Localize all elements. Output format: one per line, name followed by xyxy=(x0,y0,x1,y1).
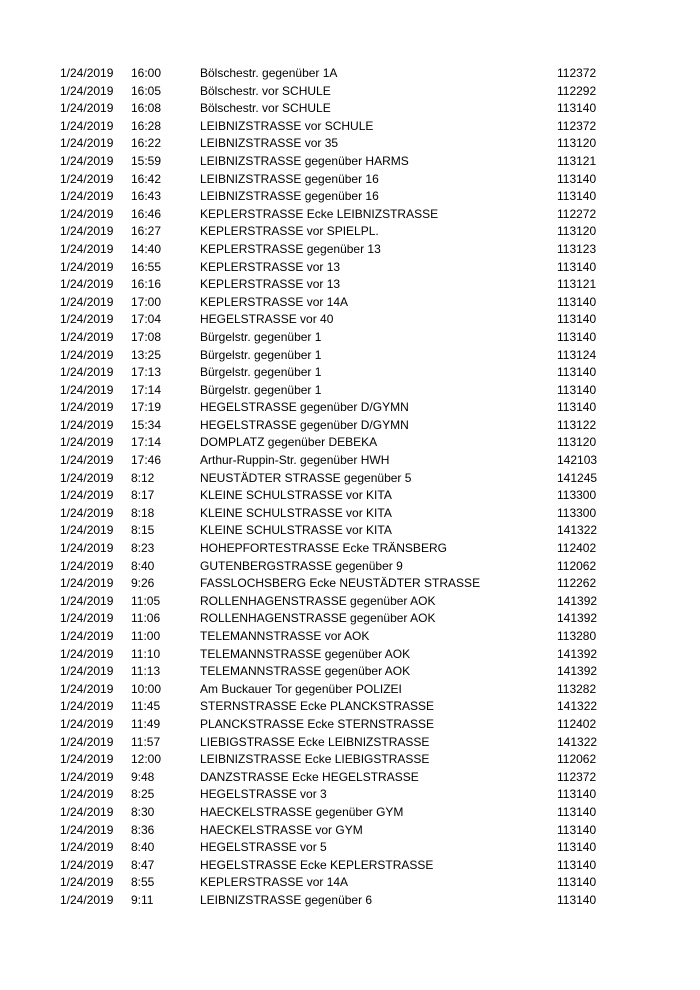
date-cell: 1/24/2019 xyxy=(60,593,114,608)
date-cell: 1/24/2019 xyxy=(60,822,114,837)
code-cell: 113140 xyxy=(557,787,597,802)
location-cell: Bürgelstr. gegenüber 1 xyxy=(200,382,322,397)
code-cell: 141322 xyxy=(557,734,598,749)
location-cell: HEGELSTRASSE vor 3 xyxy=(200,787,327,802)
table-row xyxy=(60,558,620,576)
code-cell: 113123 xyxy=(557,241,597,256)
code-cell: 113140 xyxy=(557,857,597,872)
time-cell: 9:11 xyxy=(131,892,154,907)
code-cell: 113140 xyxy=(557,312,597,327)
location-cell: FASSLOCHSBERG Ecke NEUSTÄDTER STRASSE xyxy=(200,576,481,591)
date-cell: 1/24/2019 xyxy=(60,857,114,872)
location-cell: LIEBIGSTRASSE Ecke LEIBNIZSTRASSE xyxy=(200,734,430,749)
time-cell: 15:34 xyxy=(131,417,162,432)
location-cell: Arthur-Ruppin-Str. gegenüber HWH xyxy=(200,453,390,468)
time-cell: 8:15 xyxy=(131,523,155,538)
date-cell: 1/24/2019 xyxy=(60,664,114,679)
time-cell: 16:27 xyxy=(131,224,162,239)
time-cell: 8:36 xyxy=(131,822,155,837)
time-cell: 11:45 xyxy=(131,699,161,714)
location-cell: Bürgelstr. gegenüber 1 xyxy=(200,365,322,380)
location-cell: KEPLERSTRASSE vor 13 xyxy=(200,277,341,292)
date-cell: 1/24/2019 xyxy=(60,259,114,274)
location-cell: KEPLERSTRASSE vor 14A xyxy=(200,294,349,309)
time-cell: 16:46 xyxy=(131,206,162,221)
location-cell: LEIBNIZSTRASSE gegenüber 6 xyxy=(200,892,373,907)
code-cell: 113140 xyxy=(557,329,597,344)
table-row xyxy=(60,294,620,312)
code-cell: 112062 xyxy=(557,558,597,573)
table-row xyxy=(60,522,620,540)
table-row xyxy=(60,786,620,804)
table-row xyxy=(60,804,620,822)
table-row xyxy=(60,417,620,435)
time-cell: 8:40 xyxy=(131,840,155,855)
code-cell: 113140 xyxy=(557,294,597,309)
table-row xyxy=(60,452,620,470)
date-cell: 1/24/2019 xyxy=(60,347,114,362)
date-cell: 1/24/2019 xyxy=(60,752,114,767)
location-cell: LEIBNIZSTRASSE vor 35 xyxy=(200,136,339,151)
time-cell: 11:00 xyxy=(131,629,161,643)
records-table xyxy=(60,65,620,910)
time-cell: 17:46 xyxy=(131,453,162,468)
table-row xyxy=(60,892,620,910)
location-cell: LEIBNIZSTRASSE gegenüber 16 xyxy=(200,171,379,186)
date-cell: 1/24/2019 xyxy=(60,171,114,186)
code-cell: 113300 xyxy=(557,505,597,520)
time-cell: 8:30 xyxy=(131,804,155,819)
date-cell: 1/24/2019 xyxy=(60,66,114,80)
code-cell: 113140 xyxy=(557,875,597,890)
time-cell: 8:23 xyxy=(131,541,155,556)
table-row xyxy=(60,382,620,400)
location-cell: KEPLERSTRASSE vor 14A xyxy=(200,875,349,890)
time-cell: 16:28 xyxy=(131,118,162,133)
date-cell: 1/24/2019 xyxy=(60,277,114,292)
date-cell: 1/24/2019 xyxy=(60,576,114,591)
code-cell: 113140 xyxy=(557,259,597,274)
code-cell: 113140 xyxy=(557,382,597,397)
table-row xyxy=(60,628,620,646)
date-cell: 1/24/2019 xyxy=(60,382,114,397)
location-cell: KLEINE SCHULSTRASSE vor KITA xyxy=(200,488,392,503)
time-cell: 16:16 xyxy=(131,277,162,292)
code-cell: 112292 xyxy=(557,83,597,98)
time-cell: 8:25 xyxy=(131,787,155,802)
code-cell: 113140 xyxy=(557,189,597,204)
table-row xyxy=(60,487,620,505)
time-cell: 17:13 xyxy=(131,365,162,380)
table-row xyxy=(60,223,620,241)
time-cell: 8:55 xyxy=(131,875,155,890)
location-cell: DANZSTRASSE Ecke HEGELSTRASSE xyxy=(200,769,419,784)
location-cell: HEGELSTRASSE vor 5 xyxy=(200,840,327,855)
time-cell: 14:40 xyxy=(131,241,162,256)
location-cell: Bölschestr. vor SCHULE xyxy=(200,83,331,98)
date-cell: 1/24/2019 xyxy=(60,523,114,538)
date-cell: 1/24/2019 xyxy=(60,101,114,116)
location-cell: Bürgelstr. gegenüber 1 xyxy=(200,329,322,344)
date-cell: 1/24/2019 xyxy=(60,488,114,503)
code-cell: 112402 xyxy=(557,716,597,731)
time-cell: 8:12 xyxy=(131,470,155,485)
code-cell: 113140 xyxy=(557,804,597,819)
code-cell: 113140 xyxy=(557,365,597,380)
date-cell: 1/24/2019 xyxy=(60,417,114,432)
code-cell: 112262 xyxy=(557,576,597,591)
code-cell: 112272 xyxy=(557,206,597,221)
date-cell: 1/24/2019 xyxy=(60,787,114,802)
table-row xyxy=(60,769,620,787)
location-cell: KEPLERSTRASSE gegenüber 13 xyxy=(200,241,381,256)
time-cell: 12:00 xyxy=(131,752,162,767)
code-cell: 141392 xyxy=(557,611,598,626)
time-cell: 16:08 xyxy=(131,101,162,116)
location-cell: ROLLENHAGENSTRASSE gegenüber AOK xyxy=(200,611,436,626)
time-cell: 11:05 xyxy=(131,593,161,608)
code-cell: 141392 xyxy=(557,593,598,608)
code-cell: 113140 xyxy=(557,171,597,186)
time-cell: 17:19 xyxy=(131,400,162,415)
table-row xyxy=(60,135,620,153)
location-cell: Bölschestr. gegenüber 1A xyxy=(200,66,338,80)
time-cell: 17:04 xyxy=(131,312,162,327)
date-cell: 1/24/2019 xyxy=(60,505,114,520)
table-row xyxy=(60,822,620,840)
date-cell: 1/24/2019 xyxy=(60,646,114,661)
date-cell: 1/24/2019 xyxy=(60,400,114,415)
location-cell: HEGELSTRASSE Ecke KEPLERSTRASSE xyxy=(200,857,434,872)
table-row xyxy=(60,839,620,857)
date-cell: 1/24/2019 xyxy=(60,224,114,239)
location-cell: KEPLERSTRASSE vor 13 xyxy=(200,259,341,274)
table-row xyxy=(60,188,620,206)
location-cell: TELEMANNSTRASSE vor AOK xyxy=(200,629,370,643)
time-cell: 16:42 xyxy=(131,171,162,186)
location-cell: NEUSTÄDTER STRASSE gegenüber 5 xyxy=(200,470,412,485)
code-cell: 113121 xyxy=(557,277,597,292)
location-cell: Am Buckauer Tor gegenüber POLIZEI xyxy=(200,681,402,696)
time-cell: 8:18 xyxy=(131,505,155,520)
code-cell: 113122 xyxy=(557,417,597,432)
time-cell: 16:00 xyxy=(131,66,162,80)
table-row xyxy=(60,698,620,716)
time-cell: 17:08 xyxy=(131,329,162,344)
table-row xyxy=(60,716,620,734)
code-cell: 141392 xyxy=(557,646,598,661)
code-cell: 112062 xyxy=(557,752,597,767)
time-cell: 8:47 xyxy=(131,857,155,872)
code-cell: 113300 xyxy=(557,488,597,503)
code-cell: 113140 xyxy=(557,822,597,837)
time-cell: 11:49 xyxy=(131,716,161,731)
code-cell: 113120 xyxy=(557,435,597,450)
date-cell: 1/24/2019 xyxy=(60,136,114,151)
table-row xyxy=(60,751,620,769)
time-cell: 17:14 xyxy=(131,435,162,450)
date-cell: 1/24/2019 xyxy=(60,189,114,204)
time-cell: 10:00 xyxy=(131,681,162,696)
table-row xyxy=(60,470,620,488)
date-cell: 1/24/2019 xyxy=(60,629,114,643)
time-cell: 16:22 xyxy=(131,136,162,151)
table-row xyxy=(60,646,620,664)
time-cell: 11:13 xyxy=(131,664,161,679)
table-row xyxy=(60,434,620,452)
code-cell: 141322 xyxy=(557,523,598,538)
location-cell: HAECKELSTRASSE gegenüber GYM xyxy=(200,804,404,819)
time-cell: 15:59 xyxy=(131,153,162,168)
table-row xyxy=(60,505,620,523)
location-cell: LEIBNIZSTRASSE gegenüber 16 xyxy=(200,189,379,204)
table-row xyxy=(60,276,620,294)
table-row xyxy=(60,364,620,382)
code-cell: 113140 xyxy=(557,840,597,855)
code-cell: 142103 xyxy=(557,453,598,468)
location-cell: HOHEPFORTESTRASSE Ecke TRÄNSBERG xyxy=(200,541,447,556)
time-cell: 11:10 xyxy=(131,646,161,661)
date-cell: 1/24/2019 xyxy=(60,312,114,327)
location-cell: GUTENBERGSTRASSE gegenüber 9 xyxy=(200,558,403,573)
table-row xyxy=(60,874,620,892)
location-cell: HAECKELSTRASSE vor GYM xyxy=(200,822,363,837)
table-row xyxy=(60,347,620,365)
date-cell: 1/24/2019 xyxy=(60,699,114,714)
code-cell: 113140 xyxy=(557,101,597,116)
table-row xyxy=(60,593,620,611)
location-cell: KEPLERSTRASSE vor SPIELPL. xyxy=(200,224,379,239)
date-cell: 1/24/2019 xyxy=(60,329,114,344)
date-cell: 1/24/2019 xyxy=(60,294,114,309)
table-row xyxy=(60,153,620,171)
date-cell: 1/24/2019 xyxy=(60,453,114,468)
location-cell: KLEINE SCHULSTRASSE vor KITA xyxy=(200,505,392,520)
table-row xyxy=(60,206,620,224)
table-row xyxy=(60,171,620,189)
time-cell: 13:25 xyxy=(131,347,162,362)
code-cell: 112372 xyxy=(557,118,597,133)
time-cell: 8:40 xyxy=(131,558,155,573)
time-cell: 17:00 xyxy=(131,294,162,309)
date-cell: 1/24/2019 xyxy=(60,892,114,907)
code-cell: 113140 xyxy=(557,892,597,907)
date-cell: 1/24/2019 xyxy=(60,206,114,221)
table-row xyxy=(60,575,620,593)
location-cell: HEGELSTRASSE vor 40 xyxy=(200,312,334,327)
code-cell: 113121 xyxy=(557,153,597,168)
code-cell: 113140 xyxy=(557,400,597,415)
table-row xyxy=(60,734,620,752)
date-cell: 1/24/2019 xyxy=(60,241,114,256)
date-cell: 1/24/2019 xyxy=(60,681,114,696)
date-cell: 1/24/2019 xyxy=(60,611,114,626)
location-cell: LEIBNIZSTRASSE Ecke LIEBIGSTRASSE xyxy=(200,752,430,767)
code-cell: 113282 xyxy=(557,681,597,696)
code-cell: 141245 xyxy=(557,470,598,485)
location-cell: Bölschestr. vor SCHULE xyxy=(200,101,331,116)
location-cell: STERNSTRASSE Ecke PLANCKSTRASSE xyxy=(200,699,435,714)
table-row xyxy=(60,610,620,628)
location-cell: TELEMANNSTRASSE gegenüber AOK xyxy=(200,664,411,679)
date-cell: 1/24/2019 xyxy=(60,83,114,98)
date-cell: 1/24/2019 xyxy=(60,769,114,784)
code-cell: 113280 xyxy=(557,629,597,643)
code-cell: 112372 xyxy=(557,66,597,80)
records-table-body xyxy=(60,65,620,910)
table-row xyxy=(60,399,620,417)
table-row xyxy=(60,241,620,259)
code-cell: 113120 xyxy=(557,136,597,151)
location-cell: TELEMANNSTRASSE gegenüber AOK xyxy=(200,646,411,661)
location-cell: DOMPLATZ gegenüber DEBEKA xyxy=(200,435,378,450)
time-cell: 16:43 xyxy=(131,189,162,204)
code-cell: 113120 xyxy=(557,224,597,239)
date-cell: 1/24/2019 xyxy=(60,840,114,855)
code-cell: 112372 xyxy=(557,769,597,784)
location-cell: HEGELSTRASSE gegenüber D/GYMN xyxy=(200,400,409,415)
table-row xyxy=(60,100,620,118)
location-cell: HEGELSTRASSE gegenüber D/GYMN xyxy=(200,417,409,432)
date-cell: 1/24/2019 xyxy=(60,365,114,380)
location-cell: Bürgelstr. gegenüber 1 xyxy=(200,347,322,362)
time-cell: 9:48 xyxy=(131,769,155,784)
location-cell: KLEINE SCHULSTRASSE vor KITA xyxy=(200,523,392,538)
date-cell: 1/24/2019 xyxy=(60,875,114,890)
date-cell: 1/24/2019 xyxy=(60,153,114,168)
code-cell: 141322 xyxy=(557,699,598,714)
table-row xyxy=(60,65,620,83)
table-row xyxy=(60,259,620,277)
date-cell: 1/24/2019 xyxy=(60,804,114,819)
code-cell: 113124 xyxy=(557,347,597,362)
location-cell: LEIBNIZSTRASSE gegenüber HARMS xyxy=(200,153,409,168)
table-row xyxy=(60,540,620,558)
date-cell: 1/24/2019 xyxy=(60,716,114,731)
table-row xyxy=(60,311,620,329)
time-cell: 8:17 xyxy=(131,488,155,503)
date-cell: 1/24/2019 xyxy=(60,470,114,485)
location-cell: PLANCKSTRASSE Ecke STERNSTRASSE xyxy=(200,716,435,731)
table-row xyxy=(60,118,620,136)
code-cell: 141392 xyxy=(557,664,598,679)
location-cell: LEIBNIZSTRASSE vor SCHULE xyxy=(200,118,374,133)
time-cell: 9:26 xyxy=(131,576,155,591)
date-cell: 1/24/2019 xyxy=(60,118,114,133)
time-cell: 16:05 xyxy=(131,83,162,98)
table-row xyxy=(60,83,620,101)
location-cell: KEPLERSTRASSE Ecke LEIBNIZSTRASSE xyxy=(200,206,439,221)
time-cell: 11:57 xyxy=(131,734,161,749)
table-row xyxy=(60,663,620,681)
time-cell: 17:14 xyxy=(131,382,162,397)
date-cell: 1/24/2019 xyxy=(60,541,114,556)
time-cell: 16:55 xyxy=(131,259,162,274)
table-row xyxy=(60,681,620,699)
time-cell: 11:06 xyxy=(131,611,161,626)
table-row xyxy=(60,857,620,875)
date-cell: 1/24/2019 xyxy=(60,558,114,573)
location-cell: ROLLENHAGENSTRASSE gegenüber AOK xyxy=(200,593,436,608)
date-cell: 1/24/2019 xyxy=(60,435,114,450)
date-cell: 1/24/2019 xyxy=(60,734,114,749)
code-cell: 112402 xyxy=(557,541,597,556)
table-row xyxy=(60,329,620,347)
